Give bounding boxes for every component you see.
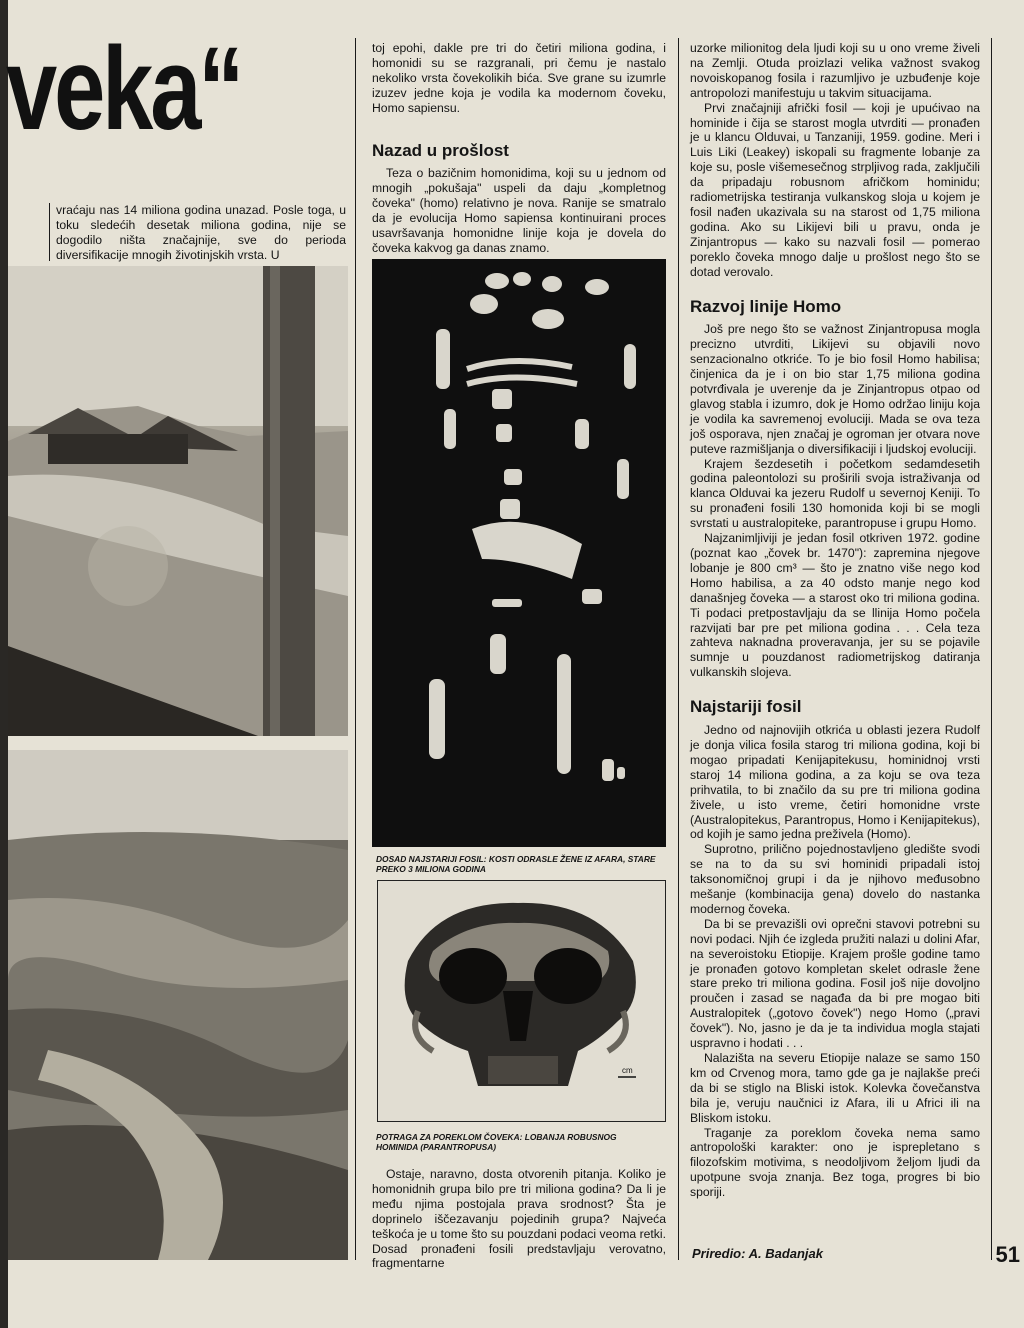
skull-drawing xyxy=(378,881,665,1121)
column-rule-3 xyxy=(991,38,992,1260)
heading-homo-line: Razvoj linije Homo xyxy=(690,296,842,316)
paragraph-opposite-view: Suprotno, prilično pojednostavljeno gledište svodi se na to da su svi hominidi pripadali istoj taksonomičnoj grupi i da je njihovo međusobno mešanje (kombinacija gena) dovelo do nastanka modernog čoveka. xyxy=(690,842,980,916)
paragraph-afar: Da bi se prevazišli ovi oprečni stavovi potrebni su novi podaci. Njih će izgleda pružiti nalazi u dolini Afar, na severoistoku Etiopije. Krajem prošle godine tamo je pronađen gotovo kompletan skelet odrasle žene stare preko tri miliona godina. Fosil još nije dovoljno proučen i zasad se nagađa da bi pre mogao biti Australopitek („gotovo čovek") nego Homo („pravi čovek"). No, jasno je da je ta individua mogla stajati uspravno i hodati . . . xyxy=(690,916,980,1051)
landscape-photo-huts xyxy=(8,266,348,736)
heading-oldest-fossil: Najstariji fosil xyxy=(690,697,802,717)
paragraph-open-questions: Ostaje, naravno, dosta otvorenih pitanja. Koliko je homonidnih grupa bilo pre tri miliona godina? Da li je među njima postojala prava srodnost? Šta je doprinelo iščezavanju pojedinih grupa? Najveća teškoća je u tome što su pouzdani podaci veoma retki. Dosad pronađeni fosili predstavljaju verovatno, fragmentarne xyxy=(372,1167,666,1271)
skeleton-fossil-photo xyxy=(372,259,666,847)
paragraph-kenyapithecus: Jedno od najnovijih otkrića u oblasti jezera Rudolf je donja vilica fosila starog tri miliona godina, koji bi mogao pripadati Kenijapitekusu, hominidnoj vrsti staroj 14 miliona godina, a za koju se ova teza prihvatila, to bi značilo da su pre tri miliona godina živele, u isto vreme, četiri homonidne vrste (Australopitekus, Parantropus, Homo i Kenijapitekus), od kojih je samo jedna preživela (Homo). xyxy=(690,723,980,842)
paragraph-ethiopia-sites: Nalazišta na severu Etiopije nalaze se samo 150 km od Crvenog mora, tamo gde ga je najlakše preći da bi se stiglo na Bliski istok. Kolevka čovečanstva bila je, veruju naučnici iz Afara, ili u Africi ili na Bliskom istoku. xyxy=(690,1051,980,1125)
aerial-landscape-photo xyxy=(8,750,348,1260)
paragraph-theory: Teza o bazičnim homonidima, koji su u jednom od mnogih „pokušaja" uspeli da daju „kompletnog čoveka" (homo) relativno je nova. Ranije se smatralo da je evolucija Homo sapiensa kontinuirani proces usavršavanja homonidne linije koja je dovela do čoveka kakvog ga danas znamo. xyxy=(372,166,666,255)
article-title: veka“ xyxy=(6,23,242,155)
scale-label-cm: cm xyxy=(622,1066,633,1075)
paragraph-conclusion: Traganje za poreklom čoveka nema samo antropološki karakter: ono je isprepletano s filozofskim motivima, s neodoljivom željom ljudi da upotpune svoja znanja. Bez toga, progres bi bio sporiji. xyxy=(690,1125,980,1200)
intro-paragraph: vraćaju nas 14 miliona godina unazad. Posle toga, u toku sledećih desetak miliona godina, nije se dogodilo ništa značajnije, sve do perioda diversifikacije mnogih životinjskih vrsta. U xyxy=(56,203,346,262)
paragraph-1470: Najzanimljiviji je jedan fosil otkriven 1972. godine (poznat kao „čovek br. 1470"): zapremina njegove lobanje je 800 cm³ — što je znatno više nego kod Homo habilisa, a za 40 odsto manje nego kod današnjeg čoveka — a starost oko tri miliona godina. Ti podaci pretpostavljaju da se llinija Homo počela razvijati bar pre pet miliona godina . . . Cela teza zahteva naknadna proveravanja, jer su se pojavile sumnje u pouzdanost radiometrijskog datiranja vulkanskih slojeva. xyxy=(690,531,980,680)
column-rule-1 xyxy=(355,38,356,1260)
column-2-bottom xyxy=(372,1167,666,1271)
column-2-top xyxy=(372,41,666,256)
column-rule-2 xyxy=(678,38,679,1260)
skeleton-caption: DOSAD NAJSTARIJI FOSIL: KOSTI ODRASLE ŽENE IZ AFARA, STARE PREKO 3 MILIONA GODINA xyxy=(376,854,656,874)
page-number: 51 xyxy=(995,1242,1020,1267)
paragraph-epoch: toj epohi, dakle pre tri do četiri miliona godina, i homonidi su se razgranali, pri čemu je nastalo nekoliko vrsta čovekolikih bića. Sve grane su izumrle izuzev jedne koja je vodila ka modernom čoveku, Homo sapiensu. xyxy=(372,41,666,115)
heading-back-in-past: Nazad u prošlost xyxy=(372,140,509,160)
intro-rule xyxy=(49,203,50,261)
page-spine-edge xyxy=(0,0,8,1328)
paragraph-homo-habilis: Još pre nego što se važnost Zinjantropusa mogla precizno utvrditi, Likijevi su objavili novo senzacionalno otkriće. To je bio fosil Homo habilisa; činjenica da je i on bio star 1,75 miliona godina potvrđivala je uverenje da je Zinjantropus otpao od glavog stabla i izumro, dok je Homo održao liniju koja je vodila ka savremenoj evoluciji. Mada se ova teza još osporava, njen značaj je ogroman jer otvara nove puteve razmišljanja o diversifikaciji i ljudskoj evoluciji. xyxy=(690,322,980,456)
column-3 xyxy=(690,41,980,1200)
paragraph-samples: uzorke milionitog dela ljudi koji su u ono vreme živeli na Zemlji. Otuda proizlazi velika važnost svakog novoiskopanog fosila i razumljivo je uzbuđenje koje antropolozi manifestuju u takvim situacijama. xyxy=(690,41,980,100)
skull-caption: POTRAGA ZA POREKLOM ČOVEKA: LOBANJA ROBUSNOG HOMINIDA (PARANTROPUSA) xyxy=(376,1132,617,1152)
aerial-drawing xyxy=(8,750,348,1260)
byline: Priredio: A. Badanjak xyxy=(692,1246,823,1261)
paragraph-olduvai: Prvi značajniji afrički fosil — koji je upućivao na hominide i čija se starost mogla utvrditi — pronađen je u klancu Olduvai, u Tanzaniji, 1959. godine. Meri i Luis Liki (Leakey) iskopali su fragmente lobanje za koje su, posle višemesečnog strpljivog rada, zaključili da pripadaju robusnom afričkom hominidu; radiometrijska testiranja vulkanskog sloja u kojem je fosil nađen ukazivala su na starost od 1,75 miliona godina. Ako su Likijevi bili u pravu, onda je Zinjantropus — kako su nazvali fosil — pomerao poreklo čoveka mnogo dalje u prošlost nego što se dotad verovalo. xyxy=(690,100,980,279)
skull-fossil-photo xyxy=(377,880,666,1122)
skeleton-drawing xyxy=(372,259,666,847)
landscape-drawing xyxy=(8,266,348,736)
paragraph-rudolf: Krajem šezdesetih i početkom sedamdesetih godina paleontolozi su proširili svoja istraživanja od klanca Olduvai ka jezeru Rudolf u severnoj Keniji. To su pronađeni fosili 130 homonida koji bi se mogli svrstati u australopiteke, parantropuse i grupu Homo. xyxy=(690,456,980,531)
